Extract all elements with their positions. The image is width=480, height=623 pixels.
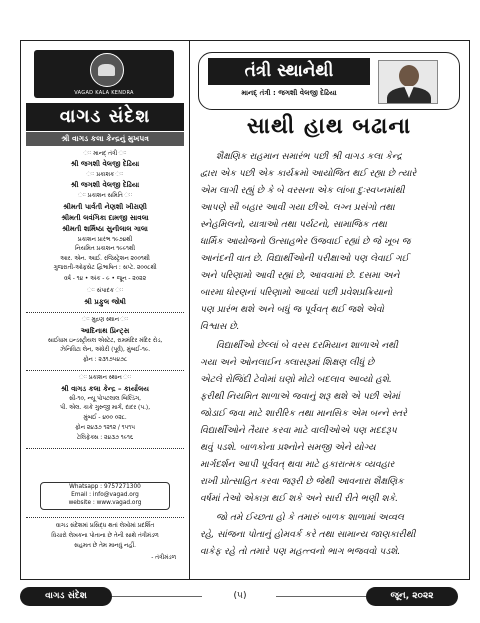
disclaimer-line: વિચારો લેખકના પોતાના છે તેની સાથે તંત્રીમંડળ (51, 533, 159, 539)
email-address[interactable]: Email : info@vagad.org (71, 492, 139, 498)
article-line: વર્ષમાં તેઓ એકાગ્ર થઈ શકે અને સારી રીતે ભણી શકે. (200, 493, 399, 504)
disclaimer-line: વાગડ સંદેશમાં પ્રસિદ્ધ થતાં લેખોમાં પ્રદર્શિત (55, 523, 155, 529)
logo-emblem-icon (90, 53, 124, 87)
article-line: સ્નેહમિલનો, યાત્રાઓ તથા પર્યટનો, સામાજિક તથા (200, 219, 387, 230)
sidebar-line: ગુજરાતી-ઓફસેટ દ્વિભાષિત : સપ્ટે. ૨૦૦૮થી (53, 265, 157, 271)
whatsapp-number: Whatsapp : 9757271300 (69, 484, 141, 490)
sidebar-line: મુંબઈ - ૪૦૦ ૦૨૮. (83, 415, 127, 421)
sidebar-divider (26, 448, 184, 449)
sidebar-line: શ્રી જગશી વેલજી દેઢિયા (70, 181, 140, 189)
sidebar-line: ઃઃ પ્રકાશન સ્થાન ઃઃ (78, 375, 132, 381)
sidebar-line: ફોન ૨૪૩૭ ૧૨૧૨ / ૧૫૧૫ (75, 425, 135, 431)
website-link[interactable]: website : www.vagad.org (68, 500, 142, 506)
sidebar-divider (26, 312, 184, 313)
article-line: અને પરિણામો આવી રહ્યાં છે, આવવામાં છે. દસમા અને (200, 270, 400, 281)
article-line: પણ પ્રારંભ થશે અને બધું જ પૂર્વવત્ થઈ જશે એવો (200, 304, 384, 315)
article-line: માર્ગદર્શન આપી પૂર્વવત્ થવા માટે હકારાત્મક વ્યવહાર (200, 459, 395, 470)
sidebar-divider (26, 370, 184, 371)
article-line: વાકેફ રહે તો તમારે પણ મહત્ત્વનો ભાગ ભજવવો પડશે. (200, 546, 401, 557)
sidebar-line: શ્રી પ્રફુલ જોષી (84, 298, 126, 306)
sidebar-line: શ્રીમતી શર્મિષ્ઠા સુનીલાલ ગાલા (62, 225, 148, 233)
article-line: વિદ્યાર્થીઓ છેલ્લાં બે વરસ દરમિયાન શાળાએ નથી (216, 340, 398, 351)
sidebar-line: આદિનાથ પ્રિન્ટ્સ (80, 327, 130, 335)
editorial-title: તંત્રી સ્થાનેથી (208, 58, 370, 85)
sidebar-line: ઃઃ પ્રકાશન સમિતિ ઃઃ (77, 193, 133, 199)
page-number: (૫) (233, 591, 247, 601)
article-line: વિશ્વાસ છે. (200, 321, 240, 332)
sidebar-line: શ્રી વાગડ કલા કેન્દ્ર – કાર્યાલય (60, 385, 150, 393)
article-line: એમ લાગી રહ્યું છે કે બે વરસના એક લાંબા દુઃસ્વપ્નમાંથી (200, 185, 405, 196)
article-line: રહે, સાંજના પોતાનું હોમવર્ક કરે તથા સામાન્ય જાણકારીથી (200, 529, 416, 540)
article-line: આપણે સૌ બહાર આવી ગયા છીએ. લગ્ન પ્રસંગો તથા (200, 202, 395, 213)
article-line: શૈક્ષણિક રાહમાન સમારંભ પછી શ્રી વાગડ કલા કેન્દ્ર (216, 151, 402, 162)
article-line: આનંદની વાત છે. વિદ્યાર્થીઓની પરીક્ષાઓ પણ લેવાઈ ગઈ (200, 253, 409, 264)
disclaimer-signature: - તંત્રીમંડળ (151, 555, 176, 561)
article-line: ગયા અને ઓનલાઈન ક્લાસરૂમાં શિક્ષણ લીધું છે (200, 357, 375, 368)
sidebar-line: પી. એલ. કાકે ગુરુજી માર્ગ, દાદર (પ.), (59, 405, 151, 411)
sidebar-line: ટેલિફેક્સ : ૨૪૩૭ ૧૯૧૬ (76, 435, 134, 441)
sidebar-line: વર્ષ - ૧૪ • અંક - ૯ • જૂન - ૨૦૨૨ (64, 276, 146, 282)
sidebar-line: આર. એન. આઈ. રજિસ્ટ્રેશન ૨૦૦૧થી (60, 256, 150, 262)
sidebar-line: ઃઃ મુદ્રણ સ્થાન ઃઃ (81, 317, 129, 323)
article-line: બારમા ધોરણનાં પરિણામો આવ્યાં પછી પ્રવેશપ્રક્રિયાનો (200, 287, 393, 298)
sidebar-line: ઝેનિવિટા લેન, અંધેરી (પૂર્વ), મુંબઈ-૧૯. (59, 347, 151, 353)
article-line: ફરીથી નિયમિત શાળાએ જવાનું શરૂ થશે એ પછી એમાં (200, 391, 400, 402)
sidebar-divider (26, 517, 184, 518)
sidebar-line: શ્રી જગશી વેલજી દેઢિયા (70, 160, 140, 168)
sidebar-line: ઃઃ માનદ્ તંત્રી ઃઃ (83, 151, 127, 157)
tagline: શ્રી વાગડ કલા કેન્દ્રનું મુખપત્ર (26, 132, 184, 146)
editor-credit: માનદ્ તંત્રી : જગશી વેલજી દેઢિયા (241, 89, 337, 97)
article-title: સાથી હાથ બઢાના (246, 113, 412, 139)
sidebar-line: સાઈધામ ઇન્ડસ્ટ્રીયલ એસ્ટેટ, રામમંદિર મંદિર રોડ, (47, 338, 163, 344)
disclaimer-line: સહમત છે તેમ માનવું નહીં. (74, 543, 136, 549)
footer-publication-name: વાગડ સંદેશ (20, 587, 112, 606)
article-line: જોડાઈ જવા માટે શારીરિક તથા માનસિક એમ બન્ને સ્તરે (200, 408, 407, 419)
footer-issue-date: જૂન, ૨૦૨૨ (366, 587, 458, 606)
photo-head (399, 65, 419, 87)
article-line: થવું પડશે. બાળકોના પ્રશ્નોને સમજી એને યોગ્ય (200, 442, 376, 453)
article-line: વિદ્યાર્થીઓને તૈયાર કરવા માટે વાલીઓએ પણ મદદરૂપ (200, 425, 397, 436)
masthead: વાગડ સંદેશ (26, 103, 184, 131)
sidebar-line: ઃઃ પ્રકાશક ઃઃ (86, 172, 124, 178)
article-line: જો તમે ઈચ્છતા હો કે તમારું બાળક શાળામાં અવ્વલ (216, 512, 404, 523)
editor-photo (378, 60, 438, 104)
article-line: ધાર્મિક આયોજનો ઉત્સાહભેર ઉજવાઈ રહ્યાં છે જે ખૂબ જ (200, 236, 411, 247)
sidebar-line: શ્રીમતી લવંગિકા દામજી સાવલા (61, 214, 149, 222)
sidebar-line: નિયમિત પ્રકાશન ૧૯૯૧થી (74, 246, 136, 252)
logo-caption: VAGAD KALA KENDRA (74, 90, 134, 96)
sidebar-line: ફોન : ૨૩૧૭૫૪૭૮ (82, 357, 128, 363)
sidebar-line: શ્રીમતી પાર્વતી નેણશી ખીરાણી (63, 203, 147, 211)
sidebar-line: પ્રકાશન પ્રારંભ ૧૯૭૪થી (77, 237, 133, 243)
article-line: એટલે રોજિંદી ટેવોમાં ઘણો મોટો બદલાવ આવ્યો હશે. (200, 374, 392, 385)
logo (34, 50, 174, 98)
sidebar-line: સી-૧૦, ન્યૂ પોપટલાલ બિલ્ડિંગ, (69, 396, 141, 402)
article-line: રાખી પ્રોત્સાહિત કરવા જરૂરી છે જેથી આવનારા શૈક્ષણિક (200, 476, 404, 487)
article-line: દ્વારા એક પછી એક કાર્યક્રમો આયોજિત થઈ રહ્યા છે ત્યારે (200, 168, 417, 179)
sidebar-line: ઃઃ સંપાદક ઃઃ (86, 288, 124, 294)
